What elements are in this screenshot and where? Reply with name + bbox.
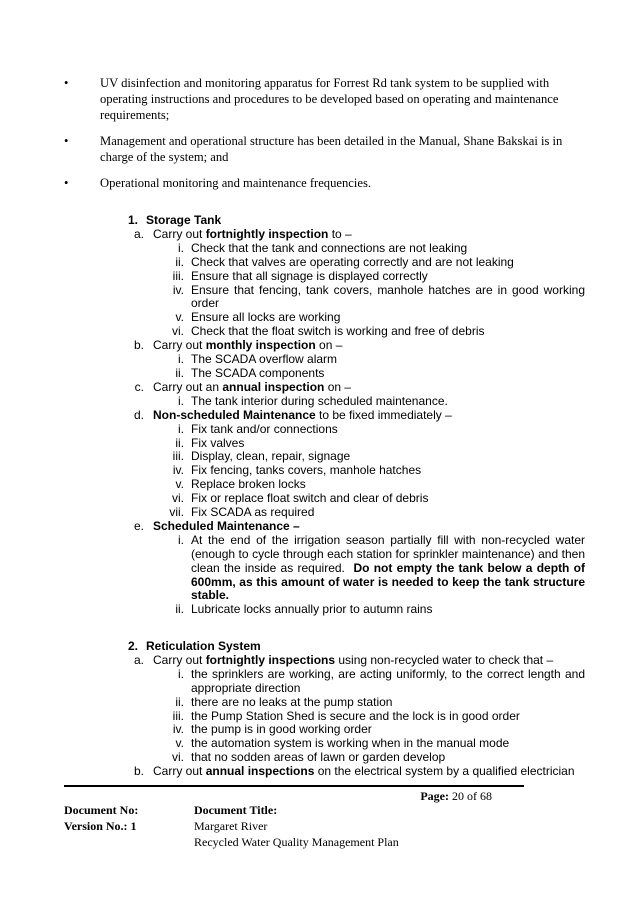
document-title-label: Document Title: <box>194 803 278 817</box>
list-item <box>0 506 600 520</box>
text: on – <box>315 338 343 353</box>
item-text: Ensure that all signage is displayed correctly <box>191 268 428 283</box>
footer-divider <box>64 785 524 787</box>
item-number: i. <box>178 421 184 436</box>
bullet-item <box>64 75 576 123</box>
text: to be fixed immediately – <box>315 407 452 422</box>
item-number: iv. <box>172 282 184 297</box>
bullet-text: UV disinfection and monitoring apparatus for Forrest Rd tank system to be supplied with operating instructions and procedures to be developed based on operating and maintenance requirements; <box>100 76 559 122</box>
item-number: i. <box>178 666 184 681</box>
item-number: vi. <box>172 324 184 339</box>
item-text: Replace broken locks <box>191 477 306 492</box>
item-text: Fix or replace float switch and clear of debris <box>191 491 429 506</box>
footer-left <box>64 802 184 834</box>
list-item <box>0 603 600 617</box>
section-reticulation-system <box>0 640 600 779</box>
item-number: i. <box>178 352 184 367</box>
text: Carry out <box>153 226 206 241</box>
text: on the electrical system by a qualified electrician <box>314 764 575 779</box>
subsection-label: d. <box>133 407 144 422</box>
emphasis: fortnightly inspections <box>205 652 336 667</box>
bullet-list <box>64 75 576 191</box>
subsection-e <box>0 520 600 534</box>
item-number: iii. <box>172 268 184 283</box>
item-text: The SCADA components <box>191 365 325 380</box>
footer-right <box>194 802 494 850</box>
list-item <box>0 311 600 325</box>
page-value: 20 of 68 <box>452 789 492 803</box>
item-number: v. <box>175 736 184 751</box>
list-item <box>0 696 600 710</box>
item-number: vi. <box>172 750 184 765</box>
list-item <box>0 723 600 737</box>
text: using non-recycled water to check that – <box>335 652 554 667</box>
item-text: Check that the tank and connections are not leaking <box>191 240 468 255</box>
list-item <box>0 367 600 381</box>
subsection-a <box>0 654 600 668</box>
item-number: ii. <box>175 365 184 380</box>
section-heading <box>0 640 600 654</box>
emphasis: annual inspection <box>222 379 325 394</box>
document-title-line: Margaret River <box>194 819 268 833</box>
item-text: Lubricate locks annually prior to autumn rains <box>191 602 433 617</box>
item-number: vii. <box>169 505 184 520</box>
item-number: iv. <box>172 463 184 478</box>
item-text: the sprinklers are working, are acting uniformly, to the correct length and appropriate direction <box>191 666 585 695</box>
item-text: Fix fencing, tanks covers, manhole hatches <box>191 463 422 478</box>
bullet-icon: • <box>64 76 69 90</box>
document-title-line: Recycled Water Quality Management Plan <box>194 835 399 849</box>
section-number: 2. <box>127 639 138 653</box>
list-item <box>0 423 600 437</box>
item-text: Ensure all locks are working <box>191 310 341 325</box>
item-text: the automation system is working when in the manual mode <box>191 736 510 751</box>
subsection-label: e. <box>133 518 144 533</box>
section-storage-tank <box>0 214 600 617</box>
text: on – <box>324 379 352 394</box>
item-text: Fix SCADA as required <box>191 505 315 520</box>
item-text: the Pump Station Shed is secure and the lock is in good order <box>191 708 520 723</box>
section-title: Storage Tank <box>146 213 222 227</box>
text: to – <box>328 226 352 241</box>
list-item <box>0 737 600 751</box>
emphasis: Do not empty the tank below a depth of 600mm, as this amount of water is needed to keep the tank structure stable. <box>191 560 585 603</box>
list-item <box>0 450 600 464</box>
list-item <box>178 532 585 604</box>
item-number: ii. <box>175 694 184 709</box>
subsection-label: a. <box>133 226 144 241</box>
list-item <box>0 395 600 409</box>
item-text: Display, clean, repair, signage <box>191 449 351 464</box>
item-number: iii. <box>172 449 184 464</box>
section-title: Reticulation System <box>146 639 261 653</box>
bullet-text: Operational monitoring and maintenance frequencies. <box>100 176 372 190</box>
text: Carry out <box>153 764 206 779</box>
subsection-b <box>0 765 600 779</box>
document-number-label: Document No: <box>64 803 139 817</box>
emphasis: Non-scheduled Maintenance <box>153 407 316 422</box>
item-number: ii. <box>175 254 184 269</box>
item-text: The tank interior during scheduled maintenance. <box>191 393 448 408</box>
subsection-label: a. <box>133 652 144 667</box>
list-item <box>0 353 600 367</box>
list-item <box>0 270 600 284</box>
item-text: Fix tank and/or connections <box>191 421 338 436</box>
bullet-text: Management and operational structure has been detailed in the Manual, Shane Bakskai is in charge of the system; and <box>100 134 563 164</box>
bullet-item <box>64 133 576 165</box>
item-number: i. <box>178 393 184 408</box>
subsection-c <box>0 381 600 395</box>
item-number: v. <box>175 477 184 492</box>
text: At the end of the irrigation season partially fill with non-recycled water (enough to cycle through each station for sprinkler maintenance) and then clean the inside as required. <box>191 532 585 575</box>
section-heading <box>0 214 600 228</box>
list-item <box>0 437 600 451</box>
item-text: The SCADA overflow alarm <box>191 352 338 367</box>
section-number: 1. <box>127 213 138 227</box>
item-number: v. <box>175 310 184 325</box>
list-item <box>0 256 600 270</box>
bullet-icon: • <box>64 134 69 148</box>
page-label: Page: <box>420 789 449 803</box>
list-item <box>0 751 600 765</box>
item-number: iii. <box>172 708 184 723</box>
list-item <box>0 492 600 506</box>
list-item <box>178 666 585 696</box>
item-text: Check that valves are operating correctly and are not leaking <box>191 254 514 269</box>
item-text: Ensure that fencing, tank covers, manhole hatches are in good working order <box>191 282 585 311</box>
item-number: i. <box>178 532 184 547</box>
list-item <box>0 710 600 724</box>
list-item <box>0 242 600 256</box>
item-number: ii. <box>175 602 184 617</box>
bullet-item <box>64 175 576 191</box>
item-text: the pump is in good working order <box>191 722 372 737</box>
subsection-d <box>0 409 600 423</box>
item-number: iv. <box>172 722 184 737</box>
emphasis: fortnightly inspection <box>205 226 329 241</box>
item-text: Check that the float switch is working and free of debris <box>191 324 485 339</box>
subsection-label: c. <box>134 379 144 394</box>
version-label: Version No.: 1 <box>64 819 137 833</box>
subsection-b <box>0 339 600 353</box>
item-number: ii. <box>175 435 184 450</box>
emphasis: annual inspections <box>205 764 315 779</box>
subsection-label: b. <box>133 338 144 353</box>
emphasis: Scheduled Maintenance – <box>153 518 300 533</box>
list-item <box>0 478 600 492</box>
emphasis: monthly inspection <box>205 338 316 353</box>
text: Carry out <box>153 652 206 667</box>
item-number: i. <box>178 240 184 255</box>
item-number: vi. <box>172 491 184 506</box>
item-text: Fix valves <box>191 435 245 450</box>
subsection-label: b. <box>133 764 144 779</box>
item-text: there are no leaks at the pump station <box>191 694 393 709</box>
subsection-a <box>0 228 600 242</box>
item-text: that no sodden areas of lawn or garden develop <box>191 750 446 765</box>
text: Carry out an <box>153 379 223 394</box>
item-text <box>191 534 585 604</box>
text: Carry out <box>153 338 206 353</box>
list-item <box>0 464 600 478</box>
list-item <box>0 325 600 339</box>
list-item <box>172 282 585 312</box>
bullet-icon: • <box>64 176 69 190</box>
